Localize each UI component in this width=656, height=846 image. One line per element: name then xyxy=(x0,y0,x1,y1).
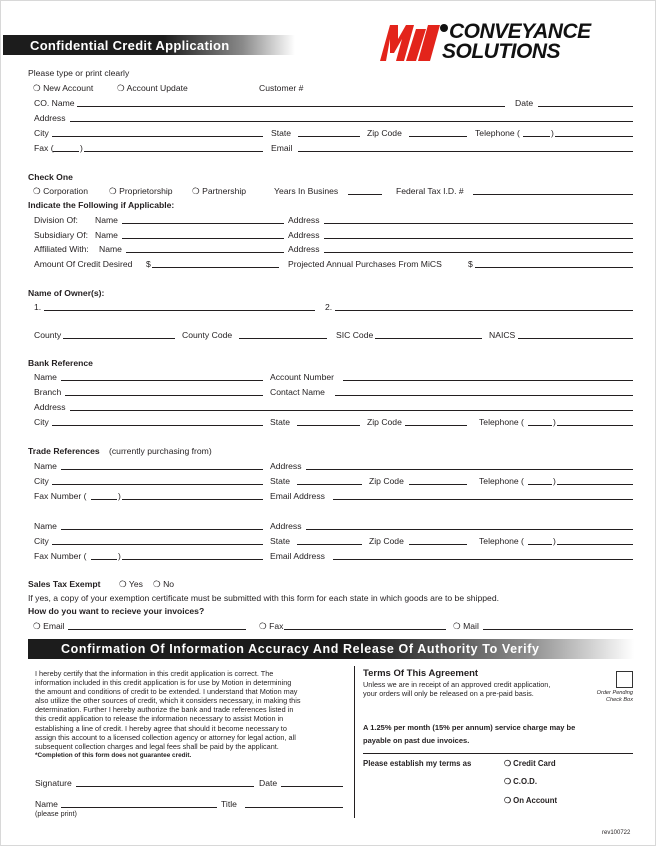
credit-card-radio[interactable]: ❍ Credit Card xyxy=(504,759,556,768)
federal-tax-id-field[interactable] xyxy=(473,194,633,195)
mi-logo-mark xyxy=(376,19,448,65)
certification-line: determination. Further I hereby authorize the bank and trade references listed in xyxy=(35,705,294,715)
confirmation-band xyxy=(28,639,634,659)
address-field[interactable] xyxy=(70,121,633,122)
on-account-radio[interactable]: ❍ On Account xyxy=(504,796,558,805)
credit-desired-field[interactable] xyxy=(152,267,279,268)
affiliated-name-field[interactable] xyxy=(126,252,284,253)
confirmation-title: Confirmation Of Information Accuracy And Release Of Authority To Verify xyxy=(61,642,540,656)
trade2-city-field[interactable] xyxy=(52,544,263,545)
trade1-fax-close: ) xyxy=(118,491,121,501)
order-pending-label xyxy=(589,690,633,703)
subsidiary-label: Subsidiary Of: xyxy=(34,230,88,240)
trade2-email-label: Email Address xyxy=(270,551,325,561)
trade2-telephone-area-field[interactable] xyxy=(528,544,552,545)
trade2-zip-label: Zip Code xyxy=(369,536,404,546)
terms-line: your orders will only be released on a pre-paid basis. xyxy=(363,689,534,699)
email-field[interactable] xyxy=(298,151,633,152)
trade2-address-label: Address xyxy=(270,521,302,531)
branch-label: Branch xyxy=(34,387,62,397)
zip-field[interactable] xyxy=(409,136,467,137)
affiliated-address-field[interactable] xyxy=(324,252,633,253)
corporation-radio[interactable]: ❍ Corporation xyxy=(33,186,88,196)
bank-city-label: City xyxy=(34,417,49,427)
fax-close: ) xyxy=(80,143,83,153)
trade1-state-label: State xyxy=(270,476,291,486)
affiliated-address-label: Address xyxy=(288,244,320,254)
trade2-telephone-close: ) xyxy=(553,536,556,546)
credit-desired-label: Amount Of Credit Desired xyxy=(34,259,133,269)
branch-field[interactable] xyxy=(65,395,263,396)
bank-address-field[interactable] xyxy=(70,410,633,411)
certification-line: this credit application to release the information necessary to assist Motion in xyxy=(35,714,284,724)
county-field[interactable] xyxy=(63,338,175,339)
service-charge-line: A 1.25% per month (15% per annum) service charge may be xyxy=(363,723,576,732)
trade2-name-field[interactable] xyxy=(61,529,263,530)
trade2-city-label: City xyxy=(34,536,49,546)
account-number-field[interactable] xyxy=(343,380,633,381)
revision-code: rev100722 xyxy=(602,830,631,836)
owners-heading: Name of Owner(s): xyxy=(28,288,105,298)
trade2-name-label: Name xyxy=(34,521,57,531)
section-divider xyxy=(354,666,355,818)
fax-area-field[interactable] xyxy=(53,151,79,152)
zip-label: Zip Code xyxy=(367,128,402,138)
order-pending-checkbox[interactable] xyxy=(616,671,633,688)
trade2-state-label: State xyxy=(270,536,291,546)
certification-line: the amount and conditions of credit to be extended. I understand that Motion may xyxy=(35,687,298,697)
invoice-question: How do you want to recieve your invoices? xyxy=(28,606,205,616)
sales-tax-heading: Sales Tax Exempt xyxy=(28,579,101,589)
company-logo xyxy=(376,19,651,65)
trade1-email-field[interactable] xyxy=(333,499,633,500)
naics-label: NAICS xyxy=(489,330,516,340)
bank-state-field[interactable] xyxy=(297,425,360,426)
trade2-address-field[interactable] xyxy=(306,529,633,530)
invoice-fax-radio[interactable]: ❍ Fax xyxy=(259,621,284,631)
terms-divider xyxy=(363,753,633,754)
subsidiary-name-field[interactable] xyxy=(122,238,284,239)
cod-radio[interactable]: ❍ C.O.D. xyxy=(504,777,537,786)
trade1-fax-label: Fax Number ( xyxy=(34,491,87,501)
date-field[interactable] xyxy=(538,106,633,107)
fax-label: Fax ( xyxy=(34,143,54,153)
trade1-fax-area-field[interactable] xyxy=(91,499,117,500)
bank-telephone-area-field[interactable] xyxy=(528,425,552,426)
telephone-area-field[interactable] xyxy=(523,136,550,137)
bank-zip-field[interactable] xyxy=(405,425,467,426)
projected-purchases-field[interactable] xyxy=(475,267,633,268)
trade2-email-field[interactable] xyxy=(333,559,633,560)
account-number-label: Account Number xyxy=(270,372,335,382)
tax-exempt-no-radio[interactable]: ❍ No xyxy=(153,579,175,589)
service-charge-line: payable on past due invoices. xyxy=(363,735,470,745)
terms-heading: Terms Of This Agreement xyxy=(363,668,479,679)
trade1-zip-label: Zip Code xyxy=(369,476,404,486)
division-address-field[interactable] xyxy=(324,223,633,224)
fax-field[interactable] xyxy=(84,151,263,152)
trade2-zip-field[interactable] xyxy=(409,544,467,545)
instructions: Please type or print clearly xyxy=(28,68,130,78)
county-code-label: County Code xyxy=(182,330,233,340)
division-label: Division Of: xyxy=(34,215,78,225)
tax-exempt-yes-radio[interactable]: ❍ Yes xyxy=(119,579,143,589)
company-name-field[interactable] xyxy=(77,106,505,107)
trade-heading: Trade References xyxy=(28,446,100,456)
division-address-label: Address xyxy=(288,215,320,225)
certification-line: establishing a line of credit. I hereby agree that should it become necessary to xyxy=(35,723,287,733)
trade1-telephone-area-field[interactable] xyxy=(528,484,552,485)
invoice-fax-field[interactable] xyxy=(284,629,446,630)
bank-telephone-label: Telephone ( xyxy=(479,417,524,427)
telephone-label: Telephone ( xyxy=(475,128,520,138)
state-label: State xyxy=(271,128,292,138)
years-in-business-label: Years In Busines xyxy=(274,186,339,196)
order-pending-line: Order Pending xyxy=(596,690,633,696)
account-update-radio[interactable]: ❍ Account Update xyxy=(117,83,188,93)
trade2-fax-label: Fax Number ( xyxy=(34,551,87,561)
terms-line: Unless we are in receipt of an approved credit application, xyxy=(363,680,551,689)
subsidiary-address-field[interactable] xyxy=(324,238,633,239)
trade1-telephone-field[interactable] xyxy=(557,484,633,485)
bank-zip-label: Zip Code xyxy=(367,417,402,427)
trade1-address-field[interactable] xyxy=(306,469,633,470)
affiliated-label: Affiliated With: xyxy=(34,244,89,254)
bank-name-field[interactable] xyxy=(61,380,263,381)
certification-line: also utilize the other sources of credit, which it considers necessary, in making this xyxy=(35,696,301,706)
certification-line: I hereby certify that the information in this credit application is correct. The xyxy=(35,669,274,678)
invoice-mail-radio[interactable]: ❍ Mail xyxy=(453,621,479,631)
new-account-radio[interactable]: ❍ New Account xyxy=(33,83,94,93)
naics-field[interactable] xyxy=(518,338,633,339)
certification-line: assign this account to a licensed collection agency or attorney for legal action, all xyxy=(35,732,296,742)
title-field[interactable] xyxy=(245,807,343,808)
invoice-mail-field[interactable] xyxy=(483,629,633,630)
disclaimer-footnote: *Completion of this form does not guarantee credit. xyxy=(35,751,192,759)
bank-address-label: Address xyxy=(34,402,66,412)
city-field[interactable] xyxy=(52,136,263,137)
trade1-telephone-label: Telephone ( xyxy=(479,476,524,486)
sic-code-field[interactable] xyxy=(375,338,482,339)
bank-name-label: Name xyxy=(34,372,57,382)
subsidiary-address-label: Address xyxy=(288,230,320,240)
subsidiary-name-label: Name xyxy=(95,230,118,240)
title-label: Title xyxy=(221,799,237,809)
owner-2-field[interactable] xyxy=(335,310,633,311)
address-label: Address xyxy=(34,113,66,123)
trade1-name-field[interactable] xyxy=(61,469,263,470)
trade1-state-field[interactable] xyxy=(297,484,362,485)
trade1-city-label: City xyxy=(34,476,49,486)
projected-dollar-sign: $ xyxy=(468,259,473,269)
exemption-note: If yes, a copy of your exemption certificate must be submitted with this form for each state in which goods are to be shipped. xyxy=(28,593,499,603)
trade2-fax-area-field[interactable] xyxy=(91,559,117,560)
city-label: City xyxy=(34,128,49,138)
proprietorship-radio[interactable]: ❍ Proprietorship xyxy=(109,186,173,196)
applicable-heading: Indicate the Following if Applicable: xyxy=(28,200,175,210)
county-code-field[interactable] xyxy=(239,338,327,339)
contact-name-label: Contact Name xyxy=(270,387,325,397)
division-name-field[interactable] xyxy=(122,223,284,224)
trade1-telephone-close: ) xyxy=(553,476,556,486)
bank-state-label: State xyxy=(270,417,291,427)
trade-subheading: (currently purchasing from) xyxy=(109,446,212,456)
company-name-label: CO. Name xyxy=(34,98,75,108)
partnership-radio[interactable]: ❍ Partnership xyxy=(192,186,247,196)
trade1-email-label: Email Address xyxy=(270,491,325,501)
sic-code-label: SIC Code xyxy=(336,330,374,340)
check-one-heading: Check One xyxy=(28,172,73,182)
signature-field[interactable] xyxy=(76,786,254,787)
invoice-email-radio[interactable]: ❍ Email xyxy=(33,621,65,631)
owner-1-label: 1. xyxy=(34,302,42,312)
trade2-telephone-field[interactable] xyxy=(557,544,633,545)
bank-heading: Bank Reference xyxy=(28,358,93,368)
years-in-business-field[interactable] xyxy=(348,194,382,195)
trade2-fax-close: ) xyxy=(118,551,121,561)
trade1-fax-field[interactable] xyxy=(122,499,263,500)
telephone-close: ) xyxy=(551,128,554,138)
bank-telephone-close: ) xyxy=(553,417,556,427)
trade1-name-label: Name xyxy=(34,461,57,471)
date-label: Date xyxy=(515,98,534,108)
please-print-note: (please print) xyxy=(35,809,77,818)
contact-name-field[interactable] xyxy=(335,395,633,396)
credit-dollar-sign: $ xyxy=(146,259,151,269)
terms-text xyxy=(363,680,550,698)
affiliated-name-label: Name xyxy=(99,244,122,254)
division-name-label: Name xyxy=(95,215,118,225)
owner-1-field[interactable] xyxy=(44,310,315,311)
owner-2-label: 2. xyxy=(325,302,333,312)
bank-telephone-field[interactable] xyxy=(557,425,633,426)
title-band xyxy=(3,35,295,55)
print-name-field[interactable] xyxy=(61,807,217,808)
telephone-field[interactable] xyxy=(555,136,633,137)
county-label: County xyxy=(34,330,62,340)
logo-word-solutions: SOLUTIONS xyxy=(442,40,561,63)
trade1-zip-field[interactable] xyxy=(409,484,467,485)
certification-line: subsequent collection charges and legal fees shall be paid by the applicant. xyxy=(35,741,279,751)
customer-number-label: Customer # xyxy=(259,83,304,93)
trade2-state-field[interactable] xyxy=(297,544,362,545)
trade2-fax-field[interactable] xyxy=(122,559,263,560)
establish-terms-label: Please establish my terms as xyxy=(363,759,472,768)
certification-line: information included in this credit application is for use by Motion in determining xyxy=(35,678,292,688)
invoice-email-field[interactable] xyxy=(68,629,246,630)
logo-word-conveyance: CONVEYANCE xyxy=(449,20,591,43)
print-name-label: Name xyxy=(35,799,58,809)
trade2-telephone-label: Telephone ( xyxy=(479,536,524,546)
service-charge-text xyxy=(363,722,575,747)
order-pending-line: Check Box xyxy=(605,696,633,703)
signature-date-field[interactable] xyxy=(281,786,343,787)
signature-date-label: Date xyxy=(259,778,278,788)
signature-label: Signature xyxy=(35,778,72,788)
trade1-address-label: Address xyxy=(270,461,302,471)
email-label: Email xyxy=(271,143,293,153)
page-title: Confidential Credit Application xyxy=(30,38,230,53)
trade1-city-field[interactable] xyxy=(52,484,263,485)
state-field[interactable] xyxy=(298,136,360,137)
projected-purchases-label: Projected Annual Purchases From MiCS xyxy=(288,259,442,269)
bank-city-field[interactable] xyxy=(52,425,263,426)
federal-tax-id-label: Federal Tax I.D. # xyxy=(396,186,464,196)
certification-paragraph xyxy=(35,669,347,760)
